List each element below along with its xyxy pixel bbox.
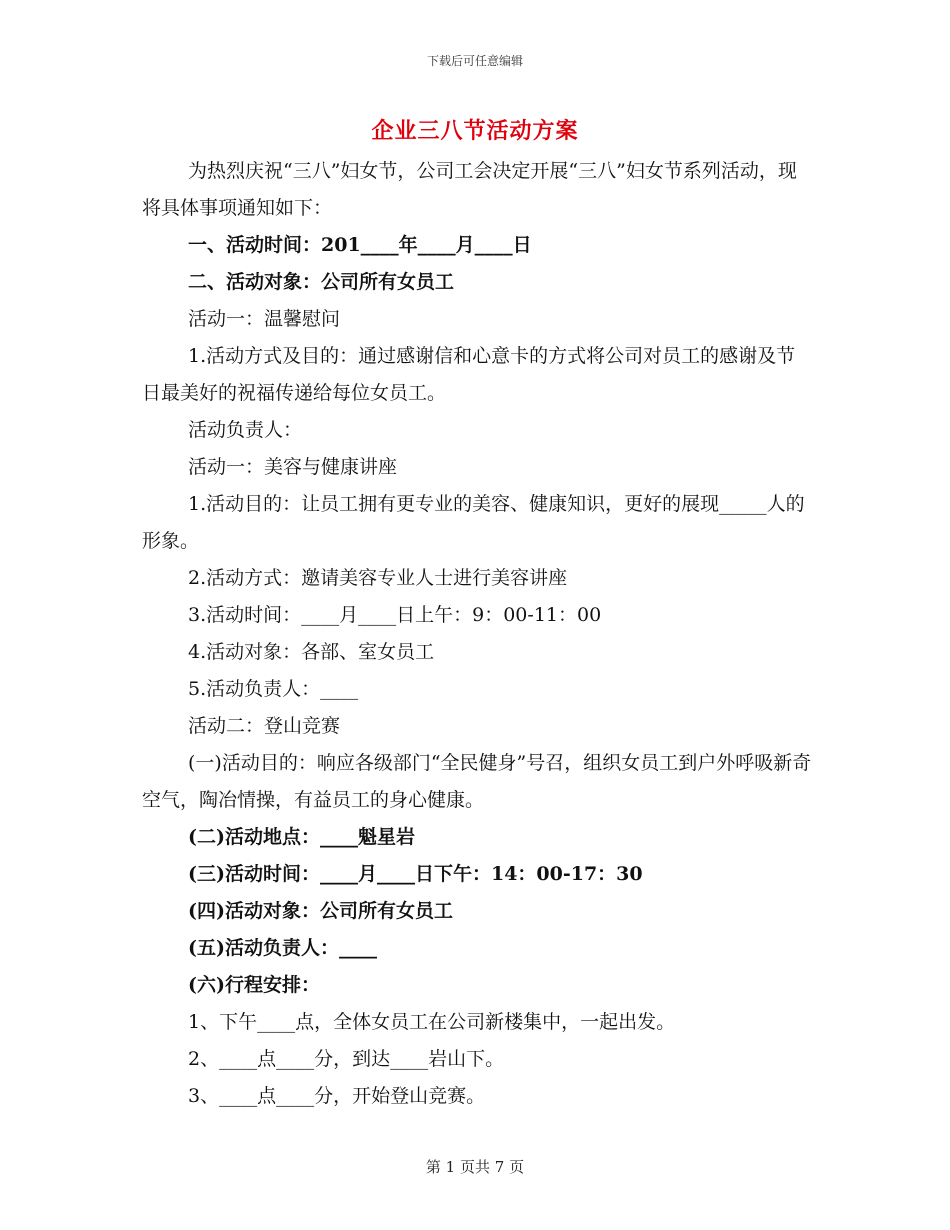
activity-item: (四)活动对象：公司所有女员工 [188,900,453,922]
activity-item: 活动负责人： [188,419,303,441]
activity-heading: 活动一：温馨慰问 [188,308,341,330]
activity-heading: 活动二：登山竞赛 [188,715,341,737]
document-body [142,153,812,1115]
activity-item: (三)活动时间：____月____日下午：14：00-17：30 [188,863,643,885]
intro-paragraph: 为热烈庆祝“三八”妇女节，公司工会决定开展“三八”妇女节系列活动，现将具体事项通知如下： [142,160,797,219]
activity-item: 3.活动时间：____月____日上午：9：00-11：00 [188,604,602,626]
activity-item: (二)活动地点：____魁星岩 [188,826,415,848]
page-footer: 第 1 页共 7 页 [425,1158,525,1176]
section-time: 一、活动时间：201____年____月____日 [188,234,532,256]
activity-item: (六)行程安排： [188,974,320,996]
activity-item: 1.活动方式及目的：通过感谢信和心意卡的方式将公司对员工的感谢及节日最美好的祝福传递给每位女员工。 [142,345,796,404]
activity-heading: 活动一：美容与健康讲座 [188,456,398,478]
activity-item: 4.活动对象：各部、室女员工 [188,641,435,663]
section-target: 二、活动对象：公司所有女员工 [188,271,455,293]
activity-item: (五)活动负责人：____ [188,937,377,959]
activity-item: (一)活动目的：响应各级部门“全民健身”号召，组织女员工到户外呼吸新奇空气，陶冶情操，有益员工的身心健康。 [142,752,812,811]
activity-item: 2.活动方式：邀请美容专业人士进行美容讲座 [188,567,568,589]
schedule-item: 1、下午____点，全体女员工在公司新楼集中，一起出发。 [188,1011,676,1033]
activity-item: 1.活动目的：让员工拥有更专业的美容、健康知识，更好的展现_____人的形象。 [142,493,805,552]
schedule-item: 2、____点____分，到达____岩山下。 [188,1048,505,1070]
document-title: 企业三八节活动方案 [371,118,579,144]
activity-item: 5.活动负责人：____ [188,678,359,700]
schedule-item: 3、____点____分，开始登山竞赛。 [188,1085,486,1107]
page-header: 下载后可任意编辑 [426,54,523,68]
